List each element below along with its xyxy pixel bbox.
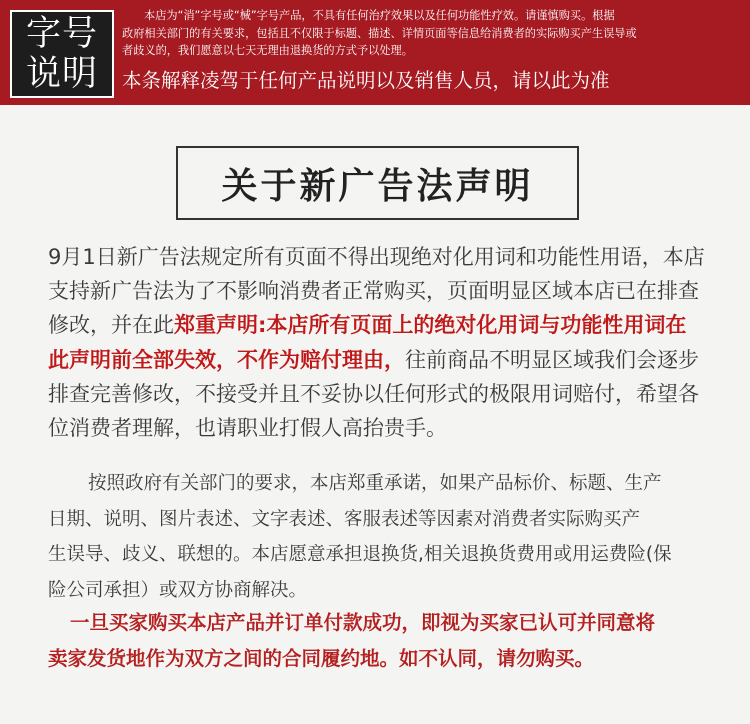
page-title: 关于新广告法声明 (221, 165, 534, 207)
notice-badge (10, 10, 114, 98)
notice-line-3: 者歧义的，我们愿意以七天无理由退换货的方式予以处理。 (122, 44, 413, 57)
para1-line-4b: 往前商品不明显区域我们会逐步 (405, 347, 699, 372)
banner-disclaimer: 本条解释凌驾于任何产品说明以及销售人员，请以此为准 (122, 69, 610, 92)
para1-highlight-2: 此声明前全部失效，不作为赔付理由， (48, 347, 405, 372)
banner-notice-text (122, 7, 740, 60)
para1-line-3a: 修改，并在此 (48, 313, 174, 338)
commitment-paragraph (48, 466, 716, 608)
header-banner (0, 0, 750, 105)
statement-paragraph (48, 240, 708, 445)
para2-line-3: 生误导、歧义、联想的。本店愿意承担退换货,相关退换货费用或用运费险(保 (48, 544, 672, 565)
para3-line-2: 卖家发货地作为双方之间的合同履约地。如不认同，请勿购买。 (48, 647, 595, 670)
title-box (176, 146, 579, 220)
para1-line-1: 9月1日新广告法规定所有页面不得出现绝对化用词和功能性用语，本店 (48, 245, 705, 269)
para2-line-2: 日期、说明、图片表述、文字表述、客服表述等因素对消费者实际购买产 (48, 508, 641, 530)
notice-line-2: 政府相关部门的有关要求，包括且不仅限于标题、描述、详情页面等信息给消费者的实际购买产生误导或 (122, 26, 637, 40)
para3-line-1: 一旦买家购买本店产品并订单付款成功，即视为买家已认可并同意将 (70, 611, 656, 634)
notice-line-1: 本店为“消”字号或“械”字号产品，不具有任何治疗效果以及任何功能性疗效。请谨慎购买。根据 (144, 9, 615, 22)
badge-line-1: 字号 (25, 14, 98, 54)
para2-line-4: 险公司承担）或双方协商解决。 (48, 579, 308, 601)
para2-line-1: 按照政府有关部门的要求，本店郑重承诺，如果产品标价、标题、生产 (88, 473, 662, 494)
para1-highlight-1: 郑重声明:本店所有页面上的绝对化用词与功能性用词在 (174, 313, 687, 338)
badge-line-2: 说明 (25, 54, 98, 94)
para1-line-5: 排查完善修改，不接受并且不妥协以任何形式的极限用词赔付，希望各 (48, 381, 699, 406)
para1-line-2: 支持新广告法为了不影响消费者正常购买，页面明显区域本店已在排查 (48, 279, 699, 304)
para1-line-6: 位消费者理解，也请职业打假人高抬贵手。 (48, 416, 447, 441)
contract-paragraph (48, 605, 716, 677)
